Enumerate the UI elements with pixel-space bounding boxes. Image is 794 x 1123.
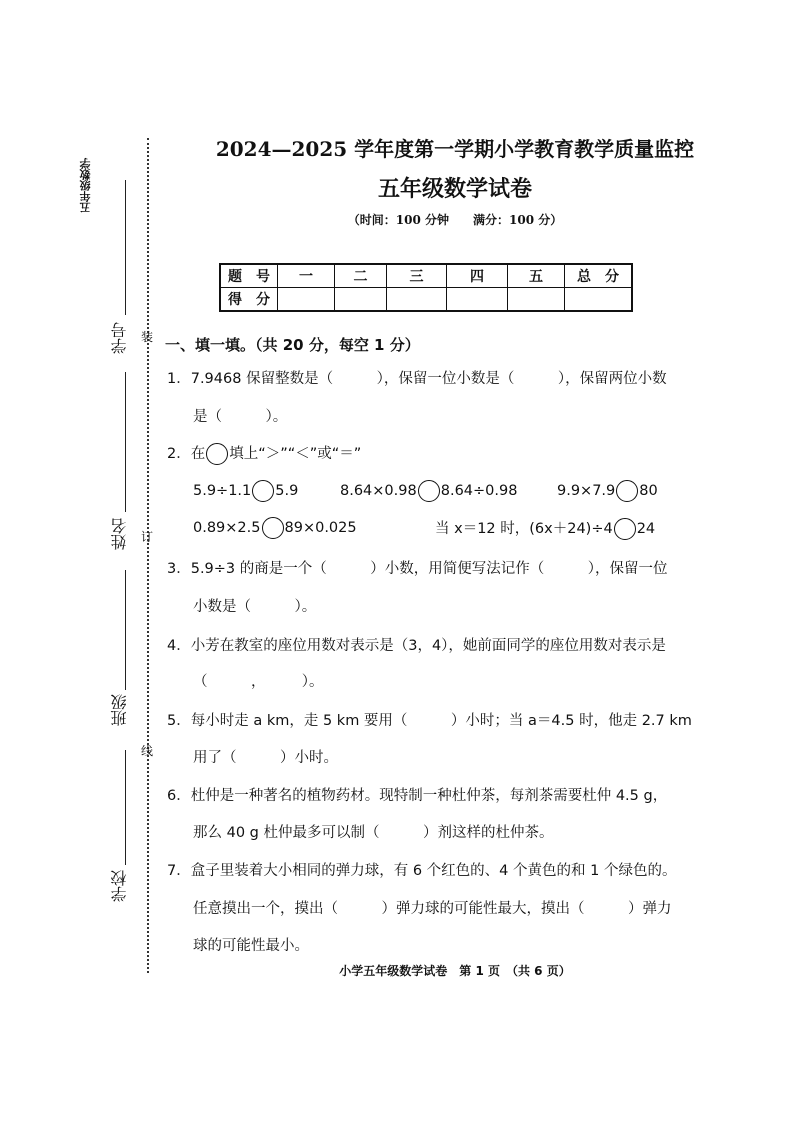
score-cell[interactable] <box>387 288 447 312</box>
score-row-label: 得 分 <box>220 288 278 312</box>
q2-expr: 当 x＝12 时，(6x＋24)÷4 <box>435 521 613 537</box>
question-7-line-3: 球的可能性最小。 <box>193 938 309 954</box>
score-cell[interactable] <box>278 288 335 312</box>
question-3-line-1: 3．5.9÷3 的商是一个（ ）小数，用简便写法记作（ ），保留一位 <box>167 561 668 577</box>
score-header-cell: 总 分 <box>565 264 633 288</box>
answer-circle[interactable] <box>252 480 274 502</box>
score-cell[interactable] <box>447 288 508 312</box>
q2-suffix: 填上“＞”“＜”或“＝” <box>229 446 362 462</box>
q2-item-5 <box>435 517 655 540</box>
score-header-cell: 五 <box>508 264 565 288</box>
answer-circle[interactable] <box>262 517 284 539</box>
q2-expr: 80 <box>639 483 658 499</box>
student-id-line[interactable] <box>125 180 126 315</box>
score-cell[interactable] <box>565 288 633 312</box>
school-label: 学校 <box>110 870 129 902</box>
question-2-instruction <box>167 442 361 465</box>
q2-expr: 8.64×0.98 <box>340 483 417 499</box>
question-3-line-2: 小数是（ ）。 <box>193 599 317 615</box>
binding-char-xian: 线 <box>141 744 154 758</box>
subject-label: 五年级数学 <box>79 158 92 213</box>
q2-expr: 0.89×2.5 <box>193 520 261 536</box>
question-5-line-2: 用了（ ）小时。 <box>193 750 338 766</box>
name-label: 姓名 <box>110 518 129 550</box>
compare-circle-icon <box>206 443 228 465</box>
q2-expr: 9.9×7.9 <box>557 483 616 499</box>
question-1-line-2: 是（ ）。 <box>193 409 288 425</box>
question-4-line-2: （ ， ）。 <box>193 674 324 690</box>
binding-dotted-line <box>147 138 149 973</box>
binding-char-ding: 订 <box>141 530 154 544</box>
question-4-line-1: 4．小芳在教室的座位用数对表示是（3，4），她前面同学的座位用数对表示是 <box>167 638 666 654</box>
answer-circle[interactable] <box>616 480 638 502</box>
q2-expr: 5.9÷1.1 <box>193 483 252 499</box>
score-header-cell: 二 <box>335 264 387 288</box>
score-header-cell: 一 <box>278 264 335 288</box>
question-7-line-1: 7．盒子里装着大小相同的弹力球，有 6 个红色的、4 个黄色的和 1 个绿色的。 <box>167 863 677 879</box>
q2-prefix: 2．在 <box>167 446 206 462</box>
exam-title: 2024—2025 学年度第一学期小学教育教学质量监控 <box>215 137 695 161</box>
student-id-label: 学号 <box>110 322 129 354</box>
question-1-line-1: 1．7.9468 保留整数是（ ），保留一位小数是（ ），保留两位小数 <box>167 371 667 387</box>
q2-item-2 <box>340 480 517 502</box>
q2-item-3 <box>557 480 658 502</box>
question-5-line-1: 5．每小时走 a km，走 5 km 要用（ ）小时；当 a＝4.5 时，他走 2.7 km <box>167 713 692 729</box>
binding-char-zhuang: 装 <box>141 330 154 344</box>
question-7-line-2: 任意摸出一个，摸出（ ）弹力球的可能性最大，摸出（ ）弹力 <box>193 901 672 917</box>
score-header-cell: 三 <box>387 264 447 288</box>
q2-item-1 <box>193 480 298 502</box>
page-footer: 小学五年级数学试卷 第 1 页 （共 6 页） <box>339 964 571 978</box>
question-6-line-2: 那么 40 g 杜仲最多可以制（ ）剂这样的杜仲茶。 <box>193 825 554 841</box>
class-line[interactable] <box>125 570 126 690</box>
score-cell[interactable] <box>508 288 565 312</box>
class-label: 班级 <box>110 694 129 726</box>
score-table <box>219 263 633 312</box>
score-table-score-row <box>220 288 632 312</box>
q2-item-4 <box>193 517 357 539</box>
score-header-cell: 四 <box>447 264 508 288</box>
question-6-line-1: 6．杜仲是一种著名的植物药材。现特制一种杜仲茶，每剂茶需要杜仲 4.5 g， <box>167 788 668 804</box>
q2-expr: 24 <box>636 521 656 537</box>
name-line[interactable] <box>125 372 126 512</box>
score-cell[interactable] <box>335 288 387 312</box>
score-table-header-row <box>220 264 632 288</box>
answer-circle[interactable] <box>418 480 440 502</box>
q2-expr: 5.9 <box>275 483 299 499</box>
school-line[interactable] <box>125 750 126 865</box>
q2-expr: 89×0.025 <box>284 520 357 536</box>
q2-expr: 8.64÷0.98 <box>440 483 518 499</box>
exam-meta: （时间：100 分钟 满分：100 分） <box>347 213 563 227</box>
answer-circle[interactable] <box>614 518 636 540</box>
score-header-cell: 题 号 <box>220 264 278 288</box>
exam-subtitle: 五年级数学试卷 <box>377 177 532 202</box>
section-heading: 一、填一填。（共 20 分，每空 1 分） <box>165 336 420 354</box>
